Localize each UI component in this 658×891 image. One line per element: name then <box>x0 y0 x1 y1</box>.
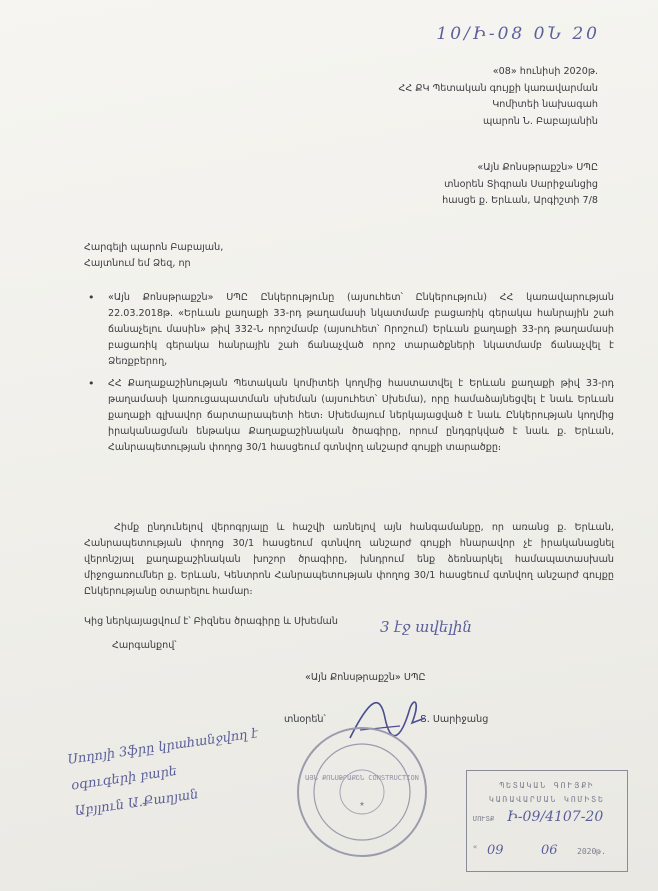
addressee-block <box>278 64 598 130</box>
salutation-line: Հարգելի պարոն Բաբայան, <box>84 242 224 253</box>
margin-note <box>66 721 267 825</box>
addressee-title: Կոմիտեի նախագահ <box>492 99 598 110</box>
bullet-item: • ՀՀ Քաղաքաշինության Պետական կոմիտեի կողմից հաստատվել է Երևան քաղաքի թիվ 33-րդ թաղամասի կառուցապատման սխեման (այսուհետ՝ Սխեմա), որը համաձայնեցվել է նաև Երևան քաղաքի գլխավոր ճարտարապետի հետ։ Սխեմայում ներկայացված է նաև Ընկերության կողմից իրականացման ենթակա Քաղաքաշինական ծրագիրը, որում ընդգրկված է նաև ք. Երևան, Հանրապետության փողոց 30/1 հասցեում գտնվող անշարժ գույքի տարածքը։ <box>84 376 614 456</box>
sender-director: տնօրեն Տիգրան Սարիջանցից <box>444 178 598 190</box>
stamp-date-year: 2020թ. <box>577 847 606 856</box>
salutation <box>84 240 624 272</box>
bullet-item: • «Այն Քոնսթրաքշն» ՍՊԸ Ընկերությունը (այսուհետ՝ Ընկերություն) ՀՀ կառավարության 22.03.2018թ. «Երևան քաղաքի 33-րդ թաղամասի նկատմամբ բացառիկ գերակա հանրային շահ ճանաչելու մասին» թիվ 332-Ն որոշմամբ (այսուհետ՝ Որոշում) Երևան քաղաքի 33-րդ թաղամասի բացառիկ գերակա հանրային շահ ճանաչված որոշ տարածքների նկատմամբ ճանաչվել է Ձեռքբերող, <box>84 290 614 370</box>
sender-company: «Այն Քոնսթրաքշն» ՍՊԸ <box>477 162 598 173</box>
bullet-list <box>84 290 614 462</box>
margin-note-line: Սողոյի 3ֆրը կրահանջվող է <box>66 726 260 768</box>
letter-date: «08» հունիսի 2020թ. <box>492 66 598 77</box>
signature-name: Տ. Սարիջանց <box>420 714 489 725</box>
stamp-number-label: ՄՈՒՏՔ <box>473 815 495 823</box>
salutation-intro: Հայտնում եմ Ձեզ, որ <box>84 258 191 269</box>
stamp-line-2: ԿԱՌԱՎԱՐՄԱՆ ԿՈՄԻՏԵ <box>489 795 605 804</box>
stamp-date-month: 06 <box>541 843 558 858</box>
sender-block <box>278 160 598 210</box>
stamp-number: Ի-09/4107-20 <box>507 809 604 825</box>
svg-text:★: ★ <box>359 799 365 809</box>
attachment-note: 3 էջ ավելին <box>380 618 472 636</box>
stamp-line-1: ՊԵՏԱԿԱՆ ԳՈՒՅՔԻ <box>499 781 595 790</box>
request-paragraph: Հիմք ընդունելով վերոգրյալը և հաշվի առնելով այն հանգամանքը, որ առանց ք. Երևան, Հանրապետության փողոց 30/1 հասցեում գտնվող անշարժ գույքի հնարավոր չէ իրականացնել վերոնշյալ քաղաքաշինական խոշոր ծրագիրը, խնդրում ենք ձեռնարկել համապատասխան միջոցառումներ ք. Երևան, Կենտրոն Հանրապետության փողոց 30/1 հասցեում գտնվող անշարժ գույքը Ընկերությանը օտարելու համար։ <box>84 522 614 597</box>
addressee-org: ՀՀ ՔԿ Պետական գույքի կառավարման <box>398 82 598 94</box>
sender-address: հասցե ք. Երևան, Արգիշտի 7/8 <box>442 195 598 206</box>
attachment-line: Կից ներկայացվում է՝ Բիզնես ծրագիրը և Սխեման <box>84 616 338 627</box>
registration-stamp <box>466 770 628 872</box>
margin-note-line: Աբյլուն Ա.Քաղյան <box>73 787 200 820</box>
seal-text: ԱՅՆ ՔՈՆՍԹՐԱՔՇՆ CONSTRUCTION <box>305 774 419 782</box>
stamp-date-day: 09 <box>487 843 504 858</box>
closing: Հարգանքով՝ <box>112 640 177 651</box>
company-seal <box>292 722 432 862</box>
ref-number: 10/Ի-08 0Ն 20 <box>436 24 600 44</box>
addressee-name: պարոն Ն. Բաբայանին <box>482 115 598 127</box>
margin-note-line: օգուգերի բարե <box>70 763 178 794</box>
stamp-date-prefix: « <box>473 843 478 851</box>
signature-role: տնօրեն՝ <box>284 714 326 725</box>
signature-company: «Այն Քոնսթրաքշն» ՍՊԸ <box>305 672 426 683</box>
